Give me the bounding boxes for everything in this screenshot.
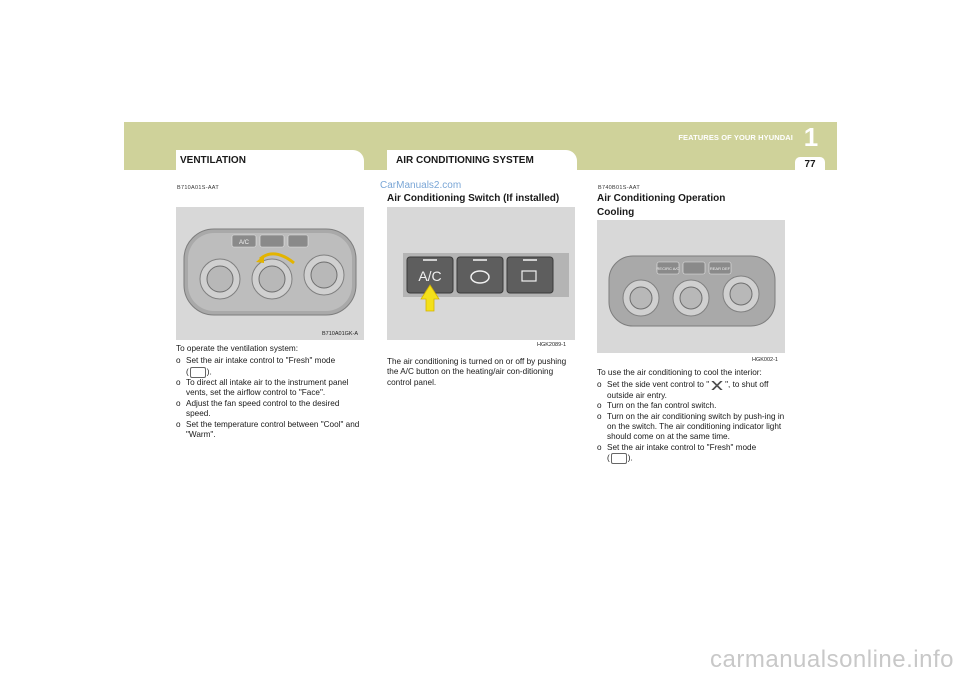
fresh-mode-icon	[611, 453, 627, 464]
figure-code: HGK002-1	[752, 357, 778, 363]
list-item: o Set the air intake control to "Fresh" mode ( ).	[597, 442, 757, 463]
ventilation-figure	[176, 207, 364, 340]
chapter-number: 1	[803, 122, 819, 152]
list-item: o Adjust the fan speed control to the desired speed.	[176, 398, 340, 419]
footer-watermark: carmanualsonline.info	[710, 646, 954, 673]
recirc-ac-button-label: RECIRC A/C	[656, 266, 680, 271]
list-item: o Set the temperature control between "Cool" and "Warm".	[176, 419, 360, 439]
ac-switch-illustration	[387, 207, 575, 340]
control-panel-illustration	[176, 207, 364, 340]
ventilation-text	[176, 344, 366, 440]
ac-switch-figure	[387, 207, 575, 340]
list-item: o Set the side vent control to " ", to shut off outside air entry.	[597, 380, 769, 400]
page-number: 77	[795, 157, 825, 173]
section-subheading: Cooling	[597, 207, 635, 218]
list-item: o Turn on the fan control switch.	[597, 401, 717, 411]
section-tab-ventilation: VENTILATION	[176, 150, 364, 172]
intro-text: To operate the ventilation system:	[176, 344, 298, 353]
list-item: o Turn on the air conditioning switch by push-ing in on the switch. The air conditioning indicator light should come on at the same time.	[597, 411, 785, 442]
watermark-text: CarManuals2.com	[380, 180, 462, 191]
control-panel-illustration	[597, 220, 785, 353]
ac-button-label: A/C	[418, 268, 442, 284]
intro-text: To use the air conditioning to cool the interior:	[597, 368, 762, 377]
figure-code: HGK2089-1	[537, 342, 567, 348]
list-item: o Set the air intake control to "Fresh" mode ( ).	[176, 356, 336, 377]
vent-closed-icon	[710, 381, 724, 390]
chapter-title: FEATURES OF YOUR HYUNDAI	[678, 133, 793, 142]
section-code: B740B01S-AAT	[598, 185, 641, 191]
fresh-mode-icon	[190, 367, 206, 378]
ac-operation-text	[597, 368, 787, 464]
section-heading: Air Conditioning Operation	[597, 193, 726, 204]
section-code: B710A01S-AAT	[177, 185, 220, 191]
figure-code: B710A01GK-A	[322, 331, 359, 337]
ac-button-label: A/C	[238, 240, 250, 246]
ac-switch-text: The air conditioning is turned on or off by pushing the A/C button on the heating/air con-ditioning control panel.	[387, 357, 567, 387]
rear-def-button-label: REAR DEF	[709, 266, 731, 271]
ac-operation-figure	[597, 220, 785, 353]
list-item: o To direct all intake air to the instrument panel vents, set the airflow control to "Face".	[176, 377, 349, 398]
section-tab-air-conditioning: AIR CONDITIONING SYSTEM	[387, 150, 577, 172]
section-heading: Air Conditioning Switch (If installed)	[387, 193, 560, 204]
